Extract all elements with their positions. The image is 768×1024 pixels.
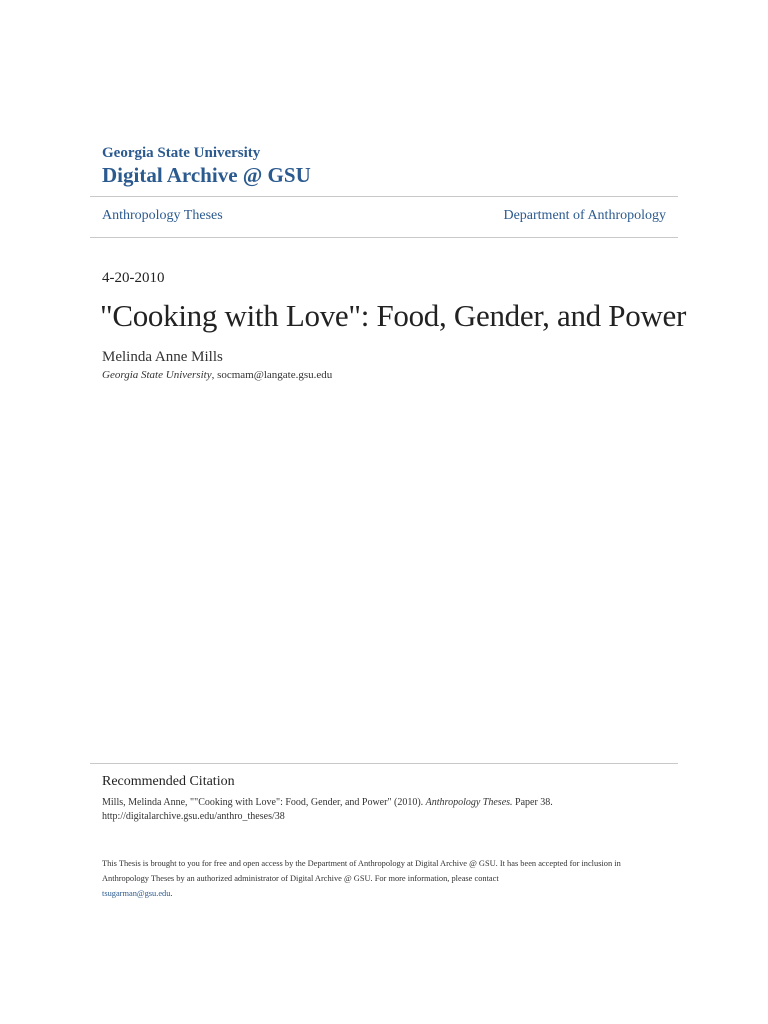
citation-text [102, 796, 672, 824]
author-affiliation [102, 369, 332, 381]
publication-date: 4-20-2010 [102, 270, 165, 286]
paper-title: "Cooking with Love": Food, Gender, and Power [100, 298, 687, 333]
institution-name[interactable]: Georgia State University [102, 145, 261, 161]
citation-authors-title: Mills, Melinda Anne, ""Cooking with Love": Food, Gender, and Power" (2010). [102, 797, 426, 808]
contact-email-link[interactable]: tsugarman@gsu.edu [102, 889, 171, 898]
affiliation-email: , socmam@langate.gsu.edu [211, 369, 333, 381]
affiliation-institution: Georgia State University [102, 369, 212, 381]
author-name: Melinda Anne Mills [102, 349, 223, 365]
header-divider-top [90, 196, 678, 197]
repository-header [102, 144, 311, 188]
header-divider-bottom [90, 237, 678, 238]
notice-end: . [170, 889, 173, 898]
citation-journal: Anthropology Theses. [425, 797, 513, 808]
archive-name[interactable]: Digital Archive @ GSU [102, 163, 311, 187]
open-access-notice [102, 856, 662, 901]
citation-divider [90, 763, 678, 764]
collection-link[interactable]: Anthropology Theses [102, 208, 223, 223]
notice-text: This Thesis is brought to you for free and open access by the Department of Anthropology at Digital Archive @ GSU. It has been accepted for inclusion in Anthropology Theses by an authorized administrator of Digital Archive @ GSU. For more information, please contact [102, 859, 621, 883]
department-link[interactable]: Department of Anthropology [503, 208, 666, 223]
citation-paper-number: Paper 38. [512, 797, 553, 808]
recommended-citation-heading: Recommended Citation [102, 774, 235, 789]
citation-url[interactable]: http://digitalarchive.gsu.edu/anthro_theses/38 [102, 811, 285, 822]
